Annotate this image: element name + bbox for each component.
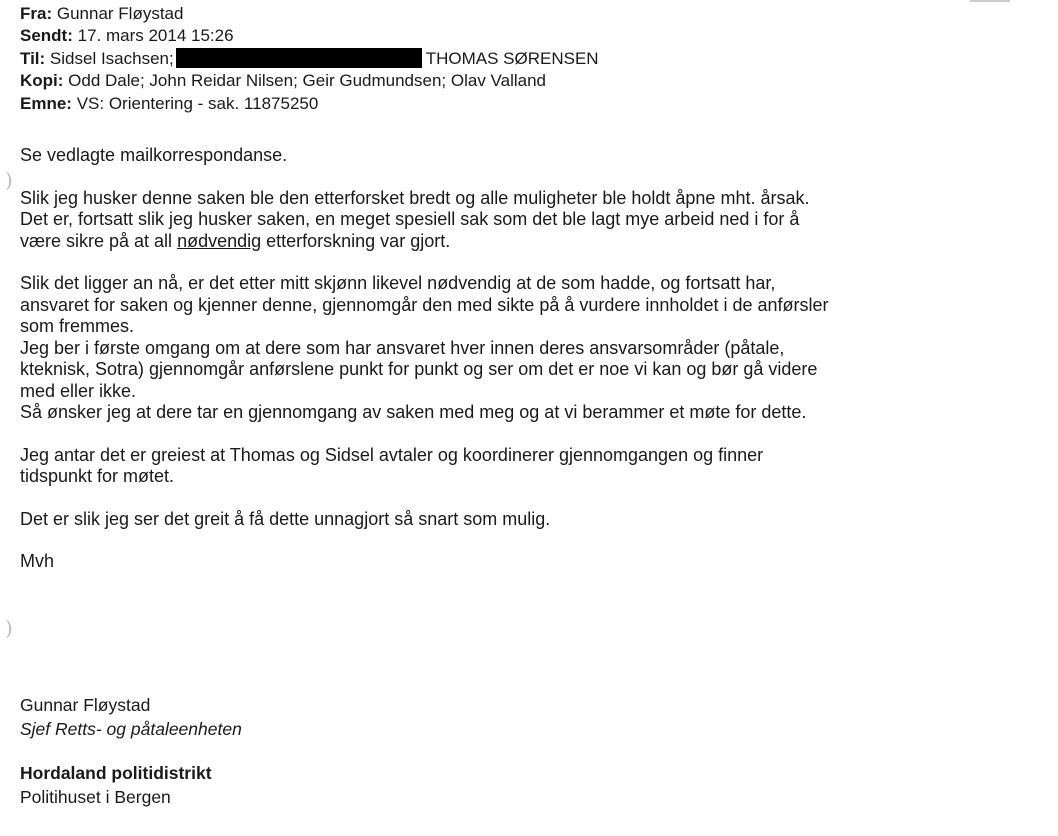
- body-line: Se vedlagte mailkorrespondanse.: [20, 145, 288, 165]
- paragraph-5: [20, 509, 1040, 531]
- body-text-segment: være sikre på at all: [20, 230, 178, 251]
- body-line: med eller ikke.: [20, 380, 137, 401]
- signature-organization: Hordaland politidistrikt: [20, 763, 212, 783]
- body-line: kteknisk, Sotra) gjennomgår anførslene punkt for punkt og ser om det er noe vi kan og bør gå videre: [20, 359, 818, 379]
- to-value-first: Sidsel Isachsen;: [49, 48, 174, 68]
- cc-value: Odd Dale; John Reidar Nilsen; Geir Gudmundsen; Olav Valland: [68, 71, 546, 91]
- closing-text: Mvh: [20, 551, 55, 571]
- body-line: tidspunkt for møtet.: [20, 466, 175, 486]
- from-label: Fra:: [20, 4, 53, 23]
- body-line: Det er, fortsatt slik jeg husker saken, en meget spesiell sak som det ble lagt mye arbeid ned i for å: [20, 209, 800, 229]
- scan-artifact: [970, 0, 1010, 2]
- from-row: [20, 3, 599, 25]
- body-line: Så ønsker jeg at dere tar en gjennomgang av saken med meg og at vi berammer et møte for dette.: [20, 402, 807, 422]
- email-body: [20, 145, 1040, 573]
- signature-block: [20, 693, 242, 809]
- body-text-segment: etterforskning var gjort.: [261, 230, 451, 251]
- to-label: Til:: [20, 48, 46, 68]
- cc-label: Kopi:: [20, 71, 64, 91]
- paragraph-2: [20, 188, 1040, 253]
- email-header: [20, 3, 599, 115]
- body-line: Jeg antar det er greiest at Thomas og Sidsel avtaler og koordinerer gjennomgangen og finner: [20, 444, 764, 465]
- signature-name: Gunnar Fløystad: [20, 695, 151, 715]
- margin-mark: ): [5, 168, 13, 192]
- paragraph-4: [20, 445, 1040, 488]
- body-line: Slik jeg husker denne saken ble den etterforsket bredt og alle muligheter ble holdt åpne mht. årsak.: [20, 187, 810, 208]
- sent-label: Sendt:: [20, 26, 73, 46]
- margin-mark: ): [5, 616, 13, 640]
- to-row: [20, 48, 599, 70]
- body-line: [20, 231, 1040, 253]
- closing: [20, 551, 1040, 573]
- subject-row: [20, 93, 599, 115]
- body-line: ansvaret for saken og kjenner denne, gjennomgår den med sikte på å vurdere innholdet i de anførsler: [20, 294, 829, 315]
- subject-label: Emne:: [20, 93, 72, 113]
- paragraph-1: [20, 145, 1040, 167]
- redaction-bar: [176, 48, 422, 68]
- to-value-second: THOMAS SØRENSEN: [425, 48, 599, 68]
- cc-row: [20, 70, 599, 92]
- sent-value: 17. mars 2014 15:26: [77, 26, 234, 46]
- signature-address: Politihuset i Bergen: [20, 787, 171, 807]
- sent-row: [20, 25, 599, 47]
- paragraph-3: [20, 273, 1040, 424]
- body-line: Det er slik jeg ser det greit å få dette unnagjort så snart som mulig.: [20, 508, 551, 529]
- body-line: Jeg ber i første omgang om at dere som har ansvaret hver innen deres ansvarsområder (påtale,: [20, 337, 785, 358]
- underlined-word: nødvendig: [177, 230, 262, 251]
- body-line: Slik det ligger an nå, er det etter mitt skjønn likevel nødvendig at de som hadde, og fortsatt har,: [20, 273, 776, 293]
- signature-title: Sjef Retts- og påtaleenheten: [20, 719, 242, 739]
- from-value: Gunnar Fløystad: [56, 4, 184, 23]
- subject-value: VS: Orientering - sak. 11875250: [76, 93, 319, 113]
- body-line: som fremmes.: [20, 316, 135, 336]
